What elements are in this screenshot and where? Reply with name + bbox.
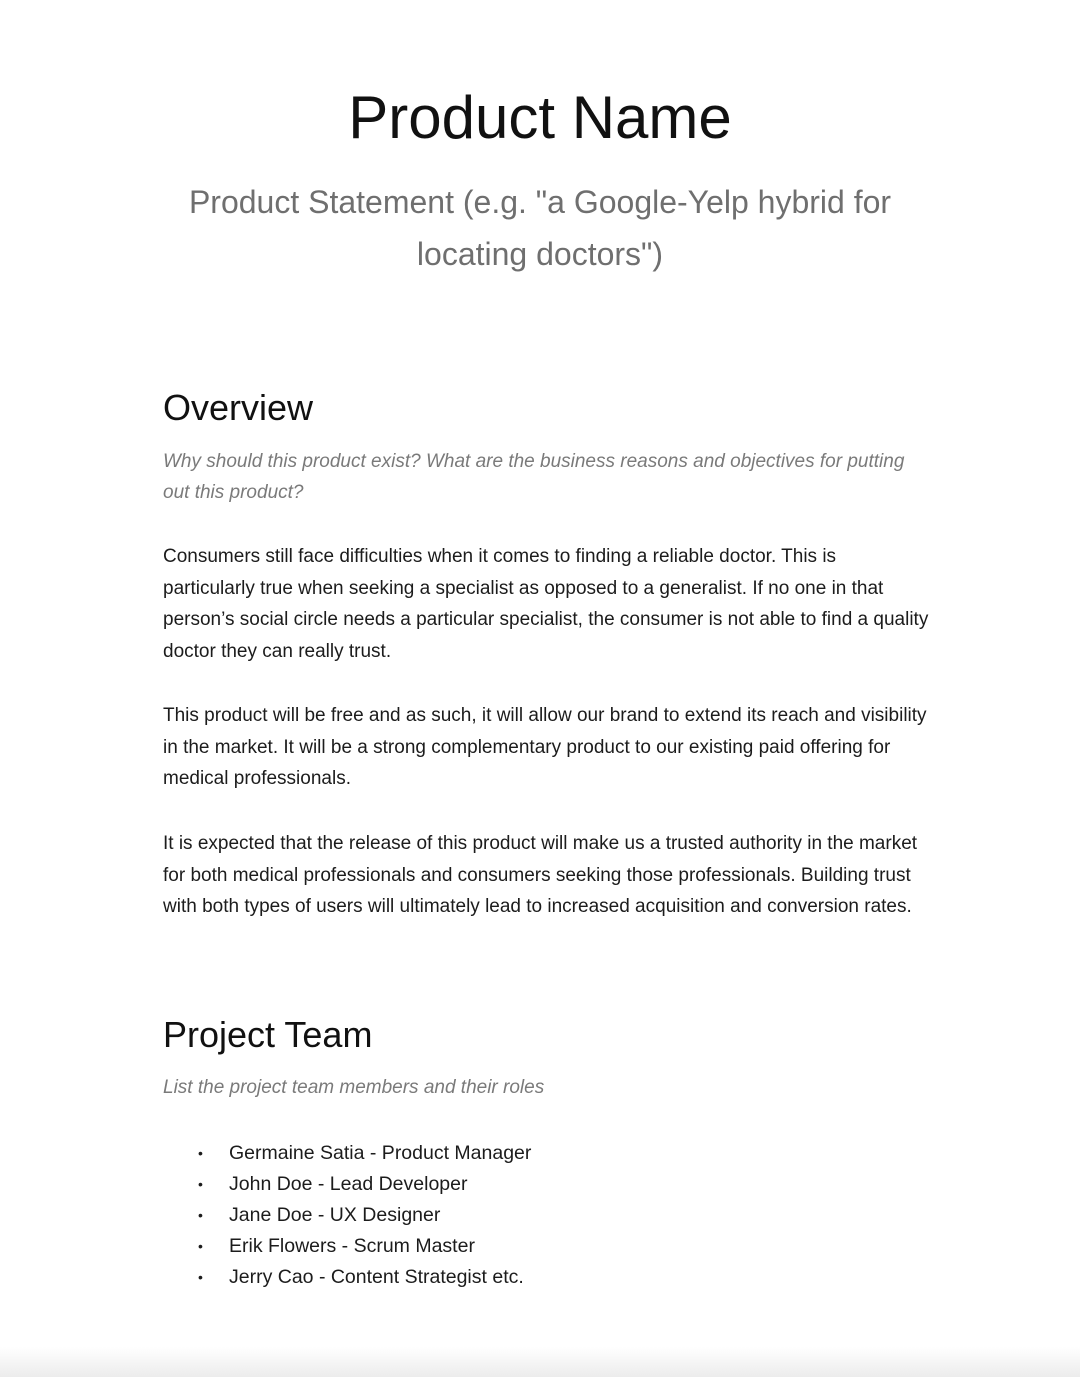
page-bottom-shadow	[0, 1347, 1080, 1377]
team-member-item	[195, 1138, 531, 1169]
team-member-item	[195, 1200, 531, 1231]
overview-paragraph-3: It is expected that the release of this product will make us a trusted authority in the market for both medical professionals and consumers seeking those professionals. Building trust with both types of users will ultimately lead to increased acquisition and conversion rates.	[163, 833, 918, 917]
bullet-icon: •	[198, 1176, 203, 1192]
team-member-text: Germaine Satia - Product Manager	[229, 1142, 532, 1164]
bullet-icon: •	[198, 1238, 203, 1254]
document-subtitle: Product Statement (e.g. "a Google-Yelp hybrid for locating doctors")	[188, 184, 892, 272]
project-team-heading: Project Team	[163, 1014, 373, 1055]
overview-hint: Why should this product exist? What are the business reasons and objectives for putting out this product?	[163, 451, 905, 503]
team-member-list	[195, 1138, 531, 1293]
team-member-text: Jane Doe - UX Designer	[229, 1204, 441, 1226]
team-member-item	[195, 1231, 531, 1262]
team-member-text: Jerry Cao - Content Strategist etc.	[229, 1266, 524, 1288]
overview-heading: Overview	[163, 387, 314, 428]
document-title: Product Name	[348, 84, 732, 151]
team-member-text: John Doe - Lead Developer	[229, 1173, 468, 1195]
overview-paragraph-2: This product will be free and as such, it will allow our brand to extend its reach and visibility in the market. It will be a strong complementary product to our existing paid offering for medical professionals.	[163, 705, 927, 789]
bullet-icon: •	[198, 1207, 203, 1223]
team-member-item	[195, 1262, 531, 1293]
project-team-hint: List the project team members and their roles	[163, 1077, 545, 1098]
bullet-icon: •	[198, 1145, 203, 1161]
team-member-text: Erik Flowers - Scrum Master	[229, 1235, 475, 1257]
bullet-icon: •	[198, 1269, 203, 1285]
team-member-item	[195, 1169, 531, 1200]
overview-paragraph-1: Consumers still face difficulties when it comes to finding a reliable doctor. This is particularly true when seeking a specialist as opposed to a generalist. If no one in that person’s social circle needs a particular specialist, the consumer is not able to find a quality doctor they can really trust.	[163, 546, 929, 662]
